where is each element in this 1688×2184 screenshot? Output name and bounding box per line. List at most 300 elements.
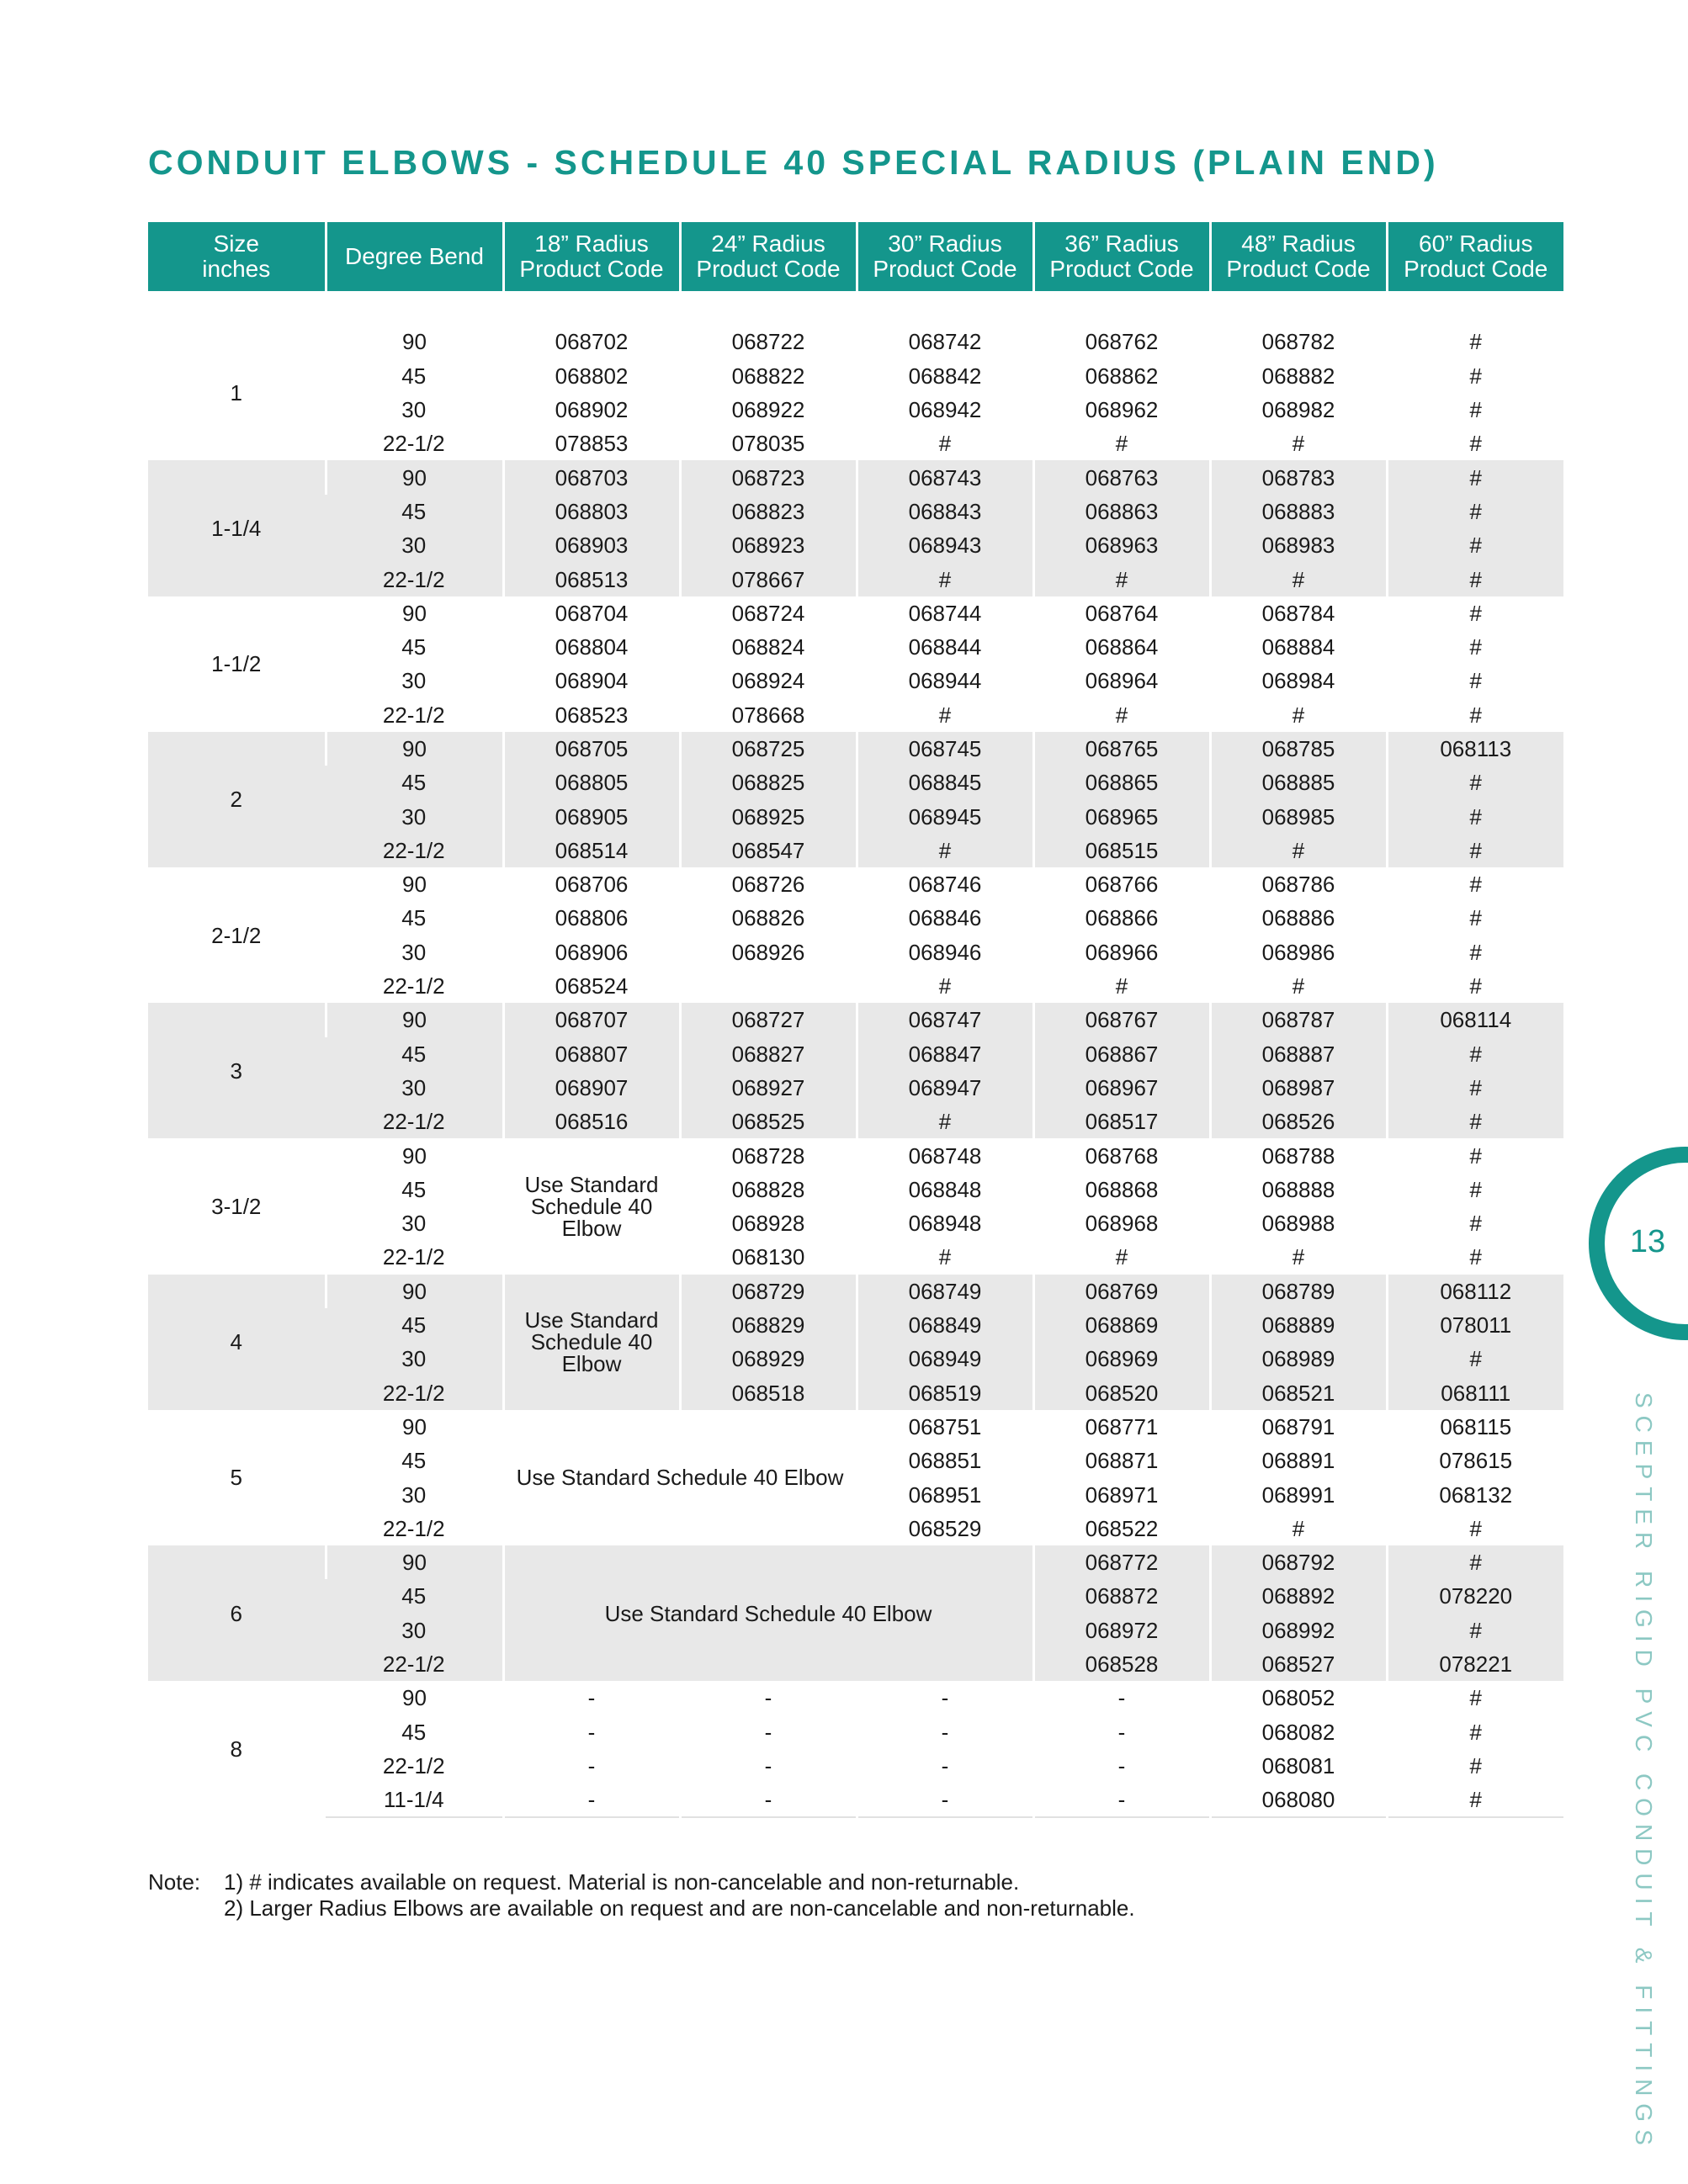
product-code-cell: 068749 (857, 1275, 1033, 1308)
product-code-cell: 068522 (1033, 1512, 1210, 1545)
product-code-cell: 068902 (503, 393, 680, 427)
product-code-cell: 068904 (503, 664, 680, 697)
product-code-cell: 068864 (1033, 630, 1210, 664)
product-code-cell: 068929 (680, 1342, 857, 1376)
size-cell: 1 (230, 379, 242, 406)
product-code-cell: - (680, 1783, 857, 1817)
product-code-cell: 068783 (1210, 460, 1387, 494)
table-row (148, 1071, 1563, 1105)
product-code-cell: 068765 (1033, 732, 1210, 766)
product-code-cell: 068788 (1210, 1138, 1387, 1172)
size-cell: 6 (148, 1545, 326, 1681)
degree-bend-cell: 30 (326, 1614, 503, 1647)
product-code-cell: 068747 (857, 1003, 1033, 1036)
product-code-cell: 068804 (503, 630, 680, 664)
product-code-cell: # (1033, 562, 1210, 596)
product-code-cell: 068907 (503, 1071, 680, 1105)
product-code-cell: # (1210, 698, 1387, 732)
product-code-cell: 068516 (503, 1105, 680, 1138)
degree-bend-cell: 45 (326, 1579, 503, 1613)
product-code-cell: 068766 (1033, 867, 1210, 901)
table-row (148, 1173, 1563, 1206)
degree-bend-cell: 45 (326, 495, 503, 528)
product-code-cell: 068082 (1210, 1715, 1387, 1748)
product-code-cell: 068514 (503, 834, 680, 867)
product-code-cell: 068842 (857, 359, 1033, 393)
table-header-row (148, 222, 1563, 291)
degree-bend-cell: 45 (401, 1448, 427, 1474)
product-code-cell: 068947 (857, 1071, 1033, 1105)
product-code-cell: 068527 (1210, 1647, 1387, 1681)
product-code-cell: 068725 (680, 732, 857, 766)
product-code-cell: 068946 (857, 936, 1033, 969)
table-row (148, 427, 1563, 460)
product-code-cell: # (1210, 969, 1387, 1003)
product-code-cell: # (1387, 596, 1563, 630)
product-code-cell: 068130 (680, 1240, 857, 1274)
product-code-cell: 068526 (1210, 1105, 1387, 1138)
product-code-cell: # (857, 427, 1033, 460)
elbow-product-table (148, 222, 1563, 1818)
degree-bend-cell: 22-1/2 (382, 431, 445, 457)
product-code-cell: # (1387, 1512, 1563, 1545)
product-code-cell: 068872 (1033, 1579, 1210, 1613)
product-code-cell: 068887 (1210, 1037, 1387, 1071)
degree-bend-cell: 90 (326, 1138, 503, 1172)
product-code-cell: 068706 (503, 867, 680, 901)
product-code-cell: 068984 (1210, 664, 1387, 697)
table-row (148, 732, 1563, 766)
product-code-cell: # (1387, 630, 1563, 664)
product-code-cell: 068787 (1210, 1003, 1387, 1036)
product-code-cell: 068824 (680, 630, 857, 664)
product-code-cell: 068791 (1210, 1410, 1387, 1444)
table-row (148, 664, 1563, 697)
product-code-cell: # (1033, 969, 1210, 1003)
table-row (148, 1342, 1563, 1376)
product-code-cell: 068863 (1033, 495, 1210, 528)
product-code-cell: 068746 (857, 867, 1033, 901)
product-code-cell: 068828 (680, 1173, 857, 1206)
product-code-cell: # (1387, 834, 1563, 867)
product-code-cell: 068802 (503, 359, 680, 393)
product-code-cell: 068742 (857, 325, 1033, 358)
product-code-cell: # (1210, 1240, 1387, 1274)
table-row (148, 630, 1563, 664)
column-header-line: Product Code (696, 256, 841, 282)
product-code-cell: 068971 (1033, 1477, 1210, 1511)
product-code-cell: - (1033, 1783, 1210, 1817)
product-code-cell: 068985 (1210, 799, 1387, 833)
product-code-cell: 068923 (680, 528, 857, 562)
size-cell: 2 (148, 732, 326, 867)
product-code-cell: 068519 (857, 1376, 1033, 1410)
column-header-line: Product Code (519, 256, 664, 282)
product-code-cell: # (1387, 1681, 1563, 1715)
use-standard-elbow-note: Use Standard Schedule 40 Elbow (503, 1410, 857, 1545)
degree-bend-cell: 90 (326, 596, 503, 630)
product-code-cell: # (1387, 393, 1563, 427)
column-header-line: Degree Bend (344, 243, 484, 269)
degree-bend-cell: 45 (401, 1719, 427, 1745)
product-code-cell: 068114 (1387, 1003, 1563, 1036)
product-code-cell: 068924 (680, 664, 857, 697)
column-header-line: 60” Radius (1419, 231, 1533, 257)
column-header-line: Product Code (1404, 256, 1548, 282)
table-row (148, 1410, 1563, 1444)
product-code-cell: - (503, 1749, 680, 1783)
product-code-cell: 068822 (680, 359, 857, 393)
product-code-cell: 068547 (680, 834, 857, 867)
column-header (680, 222, 857, 291)
product-code-cell: 068948 (857, 1206, 1033, 1240)
table-row (148, 1275, 1563, 1308)
column-header-line: Product Code (873, 256, 1017, 282)
product-code-cell: 068962 (1033, 393, 1210, 427)
product-code-cell: 078035 (680, 427, 857, 460)
product-code-cell: 068862 (1033, 359, 1210, 393)
degree-bend-cell: 45 (326, 1037, 503, 1071)
product-code-cell: 068782 (1210, 325, 1387, 358)
product-code-cell: 068115 (1387, 1410, 1563, 1444)
product-code-cell: 068517 (1033, 1105, 1210, 1138)
degree-bend-cell: 90 (326, 732, 503, 766)
product-code-cell: 068891 (1210, 1444, 1387, 1477)
product-code-cell: # (1387, 1240, 1563, 1274)
product-code-cell: # (857, 698, 1033, 732)
product-code-cell: 068806 (503, 901, 680, 935)
product-code-cell: 068112 (1387, 1275, 1563, 1308)
product-code-cell: 068883 (1210, 495, 1387, 528)
table-row (148, 562, 1563, 596)
product-code-cell: 068751 (857, 1410, 1033, 1444)
product-code-cell: 068942 (857, 393, 1033, 427)
degree-bend-cell: 22-1/2 (326, 562, 503, 596)
table-row (148, 1240, 1563, 1274)
table-row (148, 359, 1563, 393)
size-cell: 3 (148, 1003, 326, 1138)
degree-bend-cell: 30 (326, 1342, 503, 1376)
degree-bend-cell: 22-1/2 (382, 1244, 445, 1270)
product-code-cell: - (680, 1715, 857, 1748)
product-code-cell: # (1387, 799, 1563, 833)
product-code-cell: 068969 (1033, 1342, 1210, 1376)
column-header-line: 18” Radius (534, 231, 649, 257)
column-header (857, 222, 1033, 291)
product-code-cell: # (1387, 1749, 1563, 1783)
product-code-cell: 068521 (1210, 1376, 1387, 1410)
product-code-cell: 068982 (1210, 393, 1387, 427)
degree-bend-cell: 90 (326, 867, 503, 901)
table-row (148, 1749, 1563, 1783)
product-code-cell: 068702 (503, 325, 680, 358)
product-code-cell: 068786 (1210, 867, 1387, 901)
product-code-cell: 068943 (857, 528, 1033, 562)
product-code-cell: 068991 (1210, 1477, 1387, 1511)
column-header (148, 222, 326, 291)
product-code-cell: 078220 (1387, 1579, 1563, 1613)
product-code-cell: 068748 (857, 1138, 1033, 1172)
product-code-cell: 078667 (680, 562, 857, 596)
product-code-cell: 068846 (857, 901, 1033, 935)
product-code-cell: # (1387, 698, 1563, 732)
product-code-cell: 068868 (1033, 1173, 1210, 1206)
degree-bend-cell: 90 (326, 1003, 503, 1036)
product-code-cell: 068892 (1210, 1579, 1387, 1613)
table-row (148, 1138, 1563, 1172)
product-code-cell: 068772 (1033, 1545, 1210, 1579)
product-code-cell: 068111 (1387, 1376, 1563, 1410)
product-code-cell: 068922 (680, 393, 857, 427)
product-code-cell: - (680, 1681, 857, 1715)
product-code-cell: 068906 (503, 936, 680, 969)
product-code-cell: # (1387, 1545, 1563, 1579)
column-header-line: Product Code (1226, 256, 1371, 282)
degree-bend-cell: 90 (326, 325, 503, 358)
product-code-cell: # (1387, 460, 1563, 494)
product-code-cell: - (503, 1681, 680, 1715)
product-code-cell: 068525 (680, 1105, 857, 1138)
product-code-cell: 078668 (680, 698, 857, 732)
product-code-cell: 068707 (503, 1003, 680, 1036)
table-row (148, 460, 1563, 494)
product-code-cell: # (1387, 325, 1563, 358)
product-code-cell: # (1387, 1173, 1563, 1206)
degree-bend-cell: 45 (401, 363, 427, 389)
size-cell: 1-1/4 (148, 460, 326, 596)
product-code-cell: 068889 (1210, 1308, 1387, 1342)
product-code-cell: 078615 (1387, 1444, 1563, 1477)
product-code-cell: - (1033, 1715, 1210, 1748)
size-cell: 8 (230, 1736, 242, 1763)
product-code-cell: # (1387, 1206, 1563, 1240)
column-header-line: Product Code (1049, 256, 1194, 282)
product-code-cell: 068865 (1033, 766, 1210, 799)
product-code-cell: 068728 (680, 1138, 857, 1172)
degree-bend-cell: 45 (401, 634, 427, 660)
product-code-cell: 068847 (857, 1037, 1033, 1071)
degree-bend-cell: 22-1/2 (326, 1647, 503, 1681)
degree-bend-cell: 90 (326, 1545, 503, 1579)
column-header-line: 24” Radius (711, 231, 825, 257)
product-code-cell: 068871 (1033, 1444, 1210, 1477)
table-row (148, 1105, 1563, 1138)
product-code-cell: # (1033, 698, 1210, 732)
product-code-cell: 068703 (503, 460, 680, 494)
size-cell: 1-1/2 (211, 651, 262, 677)
product-code-cell: 068513 (503, 562, 680, 596)
table-row (148, 325, 1563, 358)
page-title: CONDUIT ELBOWS - SCHEDULE 40 SPECIAL RADIUS (PLAIN END) (148, 143, 1439, 182)
product-code-cell: 068805 (503, 766, 680, 799)
product-code-cell: 068723 (680, 460, 857, 494)
product-code-cell: - (857, 1715, 1033, 1748)
product-code-cell: - (857, 1783, 1033, 1817)
product-code-cell: 068764 (1033, 596, 1210, 630)
product-code-cell: 068965 (1033, 799, 1210, 833)
product-code-cell: 068726 (680, 867, 857, 901)
product-code-cell: 068992 (1210, 1614, 1387, 1647)
product-code-cell: # (1387, 495, 1563, 528)
product-code-cell: 068724 (680, 596, 857, 630)
degree-bend-cell: 90 (326, 1275, 503, 1308)
product-code-cell: 068763 (1033, 460, 1210, 494)
degree-bend-cell: 22-1/2 (382, 702, 445, 728)
size-cell: 5 (230, 1465, 242, 1491)
product-code-cell: 068722 (680, 325, 857, 358)
product-code-cell: # (1387, 1614, 1563, 1647)
product-code-cell: 068968 (1033, 1206, 1210, 1240)
table-row (148, 1376, 1563, 1410)
product-code-cell: 068792 (1210, 1545, 1387, 1579)
degree-bend-cell: 90 (326, 1681, 503, 1715)
table-row (148, 1308, 1563, 1342)
product-code-cell: - (1033, 1681, 1210, 1715)
table-row (148, 495, 1563, 528)
product-code-cell: 068866 (1033, 901, 1210, 935)
column-header (1387, 222, 1563, 291)
table-row (148, 766, 1563, 799)
product-code-cell: - (857, 1681, 1033, 1715)
product-code-cell: # (1387, 1715, 1563, 1748)
degree-bend-cell: 11-1/4 (326, 1783, 503, 1817)
column-header-line: 36” Radius (1064, 231, 1179, 257)
header-gap (148, 291, 1563, 325)
product-code-cell: # (1033, 427, 1210, 460)
product-code-cell: # (1387, 1071, 1563, 1105)
table-row (148, 528, 1563, 562)
product-code-cell: # (1210, 562, 1387, 596)
product-code-cell: 068113 (1387, 732, 1563, 766)
degree-bend-cell: 30 (326, 1071, 503, 1105)
table-row (148, 1715, 1563, 1748)
column-header-line: inches (202, 256, 271, 282)
size-cell: 2-1/2 (211, 922, 262, 948)
product-code-cell: 068081 (1210, 1749, 1387, 1783)
product-code-cell: # (1387, 936, 1563, 969)
table-row (148, 867, 1563, 901)
product-code-cell: 068945 (857, 799, 1033, 833)
product-code-cell: 068784 (1210, 596, 1387, 630)
product-code-cell: 068848 (857, 1173, 1033, 1206)
product-code-cell: 068966 (1033, 936, 1210, 969)
table-row (148, 901, 1563, 935)
product-code-cell: 068529 (857, 1512, 1033, 1545)
table-body (148, 291, 1563, 1817)
degree-bend-cell: 22-1/2 (326, 1376, 503, 1410)
use-standard-elbow-note: Use Standard Schedule 40 Elbow (503, 1545, 1033, 1681)
product-code-cell: 068851 (857, 1444, 1033, 1477)
degree-bend-cell: 45 (401, 1176, 427, 1202)
note-label: Note: (148, 1869, 201, 1895)
product-code-cell: # (1387, 1105, 1563, 1138)
product-code-cell: # (1387, 1037, 1563, 1071)
degree-bend-cell: 30 (401, 668, 427, 694)
degree-bend-cell: 22-1/2 (382, 1752, 445, 1778)
table-row (148, 1783, 1563, 1817)
product-code-cell: 068524 (503, 969, 680, 1003)
product-code-cell: 068827 (680, 1037, 857, 1071)
product-code-cell: 068964 (1033, 664, 1210, 697)
product-code-cell: 068849 (857, 1308, 1033, 1342)
header-gap-cell (148, 291, 1563, 325)
column-header (1210, 222, 1387, 291)
column-header-line: 48” Radius (1241, 231, 1356, 257)
product-code-cell: # (1387, 901, 1563, 935)
product-code-cell: 068745 (857, 732, 1033, 766)
product-code-cell: 068705 (503, 732, 680, 766)
product-code-cell: 068727 (680, 1003, 857, 1036)
product-code-cell: 068988 (1210, 1206, 1387, 1240)
table-row (148, 1545, 1563, 1579)
product-code-cell: # (857, 834, 1033, 867)
product-code-cell: # (1387, 766, 1563, 799)
product-code-cell: 068903 (503, 528, 680, 562)
product-code-cell: # (1387, 1342, 1563, 1376)
product-code-cell: # (1210, 834, 1387, 867)
table-row (148, 698, 1563, 732)
product-code-cell: 068768 (1033, 1138, 1210, 1172)
product-code-cell: 068767 (1033, 1003, 1210, 1036)
product-code-cell: 068989 (1210, 1342, 1387, 1376)
product-code-cell: 068987 (1210, 1071, 1387, 1105)
product-code-cell: 068925 (680, 799, 857, 833)
product-code-cell: # (1210, 427, 1387, 460)
product-code-cell: 068928 (680, 1206, 857, 1240)
product-code-cell: 068972 (1033, 1614, 1210, 1647)
product-code-cell: # (857, 1240, 1033, 1274)
product-code-cell: 068885 (1210, 766, 1387, 799)
product-code-cell: 068986 (1210, 936, 1387, 969)
product-code-cell: 068926 (680, 936, 857, 969)
product-code-cell: - (503, 1715, 680, 1748)
product-code-cell: 068843 (857, 495, 1033, 528)
product-code-cell: 068844 (857, 630, 1033, 664)
product-code-cell: # (1387, 1783, 1563, 1817)
product-code-cell: 068515 (1033, 834, 1210, 867)
product-code-cell: 068825 (680, 766, 857, 799)
product-code-cell: # (1033, 1240, 1210, 1274)
product-code-cell: # (1387, 969, 1563, 1003)
product-code-cell (680, 969, 857, 1003)
table-row (148, 1003, 1563, 1036)
product-code-cell: 078221 (1387, 1647, 1563, 1681)
product-code-cell: 068951 (857, 1477, 1033, 1511)
product-code-cell: 068729 (680, 1275, 857, 1308)
note-line-2: 2) Larger Radius Elbows are available on request and are non-cancelable and non-returnable. (224, 1895, 1135, 1921)
degree-bend-cell: 30 (401, 939, 427, 965)
use-standard-elbow-note: Use Standard Schedule 40 Elbow (503, 1275, 680, 1410)
product-code-cell: 068884 (1210, 630, 1387, 664)
product-code-cell: 068927 (680, 1071, 857, 1105)
product-code-cell: 068944 (857, 664, 1033, 697)
table-row (148, 1681, 1563, 1715)
product-code-cell: 068523 (503, 698, 680, 732)
product-code-cell: 068785 (1210, 732, 1387, 766)
product-code-cell: 068949 (857, 1342, 1033, 1376)
product-code-cell: 068905 (503, 799, 680, 833)
table-row (148, 393, 1563, 427)
table-row (148, 1206, 1563, 1240)
product-code-cell: # (1387, 867, 1563, 901)
product-code-cell: 068528 (1033, 1647, 1210, 1681)
product-code-cell: # (1387, 427, 1563, 460)
product-code-cell: # (857, 562, 1033, 596)
degree-bend-cell: 22-1/2 (326, 834, 503, 867)
degree-bend-cell: 45 (326, 766, 503, 799)
product-code-cell: - (857, 1749, 1033, 1783)
product-code-cell: 068823 (680, 495, 857, 528)
